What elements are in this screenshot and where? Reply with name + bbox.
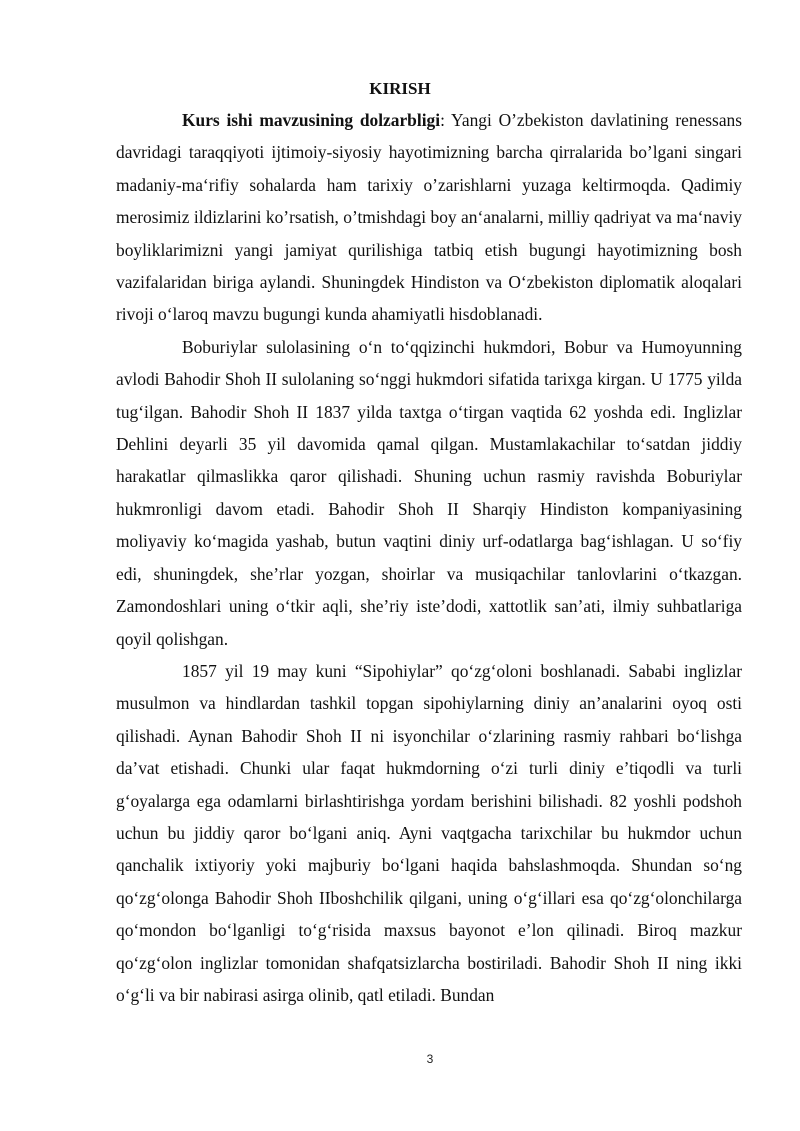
relevance-label-colon: : (440, 110, 445, 130)
document-body (116, 104, 742, 1011)
paragraph-uprising: 1857 yil 19 may kuni “Sipohiylar” qo‘zg‘oloni boshlanadi. Sababi inglizlar musulmon va hindlardan tashkil topgan sipohiylarning diniy an’analarini oyoq osti qilishadi. Aynan Bahodir Shoh II ni isyonchilar o‘zlarining rasmiy rahbari bo‘lishga da’vat etishadi. Chunki ular faqat hukmdorning o‘zi turli diniy e’tiqodli va turli g‘oyalarga ega odamlarni birlashtirishga yordam berishini bilishadi. 82 yoshli podshoh uchun bu jiddiy qaror bo‘lgani aniq. Ayni vaqtgacha tarixchilar bu hukmdor uchun qanchalik ixtiyoriy yoki majburiy bo‘lgani haqida bahslashmoqda. Shundan so‘ng qo‘zg‘olonga Bahodir Shoh IIboshchilik qilgani, uning o‘g‘illari esa qo‘zg‘olonchilarga qo‘mondon bo‘lganligi to‘g‘risida maxsus bayonot e’lon qilinadi. Biroq mazkur qo‘zg‘olon inglizlar tomonidan shafqatsizlarcha bostiriladi. Bahodir Shoh II ning ikki o‘g‘li va bir nabirasi asirga olinib, qatl etiladi. Bundan (116, 660, 742, 1005)
paragraph-text: Yangi O’zbekiston davlatining renessans davridagi taraqqiyoti ijtimoiy-siyosiy hayotimizning barcha qirralarida bo’lgani singari madaniy-ma‘rifiy sohalarda ham tarixiy o’zarishlarni yuzaga keltirmoqda. Qadimiy merosimiz ildizlarini ko’rsatish, o’tmishdagi boy an‘analarni, milliy qadriyat va ma‘naviy boyliklarimizni yangi jamiyat qurilishiga tatbiq etish bugungi hayotimizning bosh vazifalaridan biriga aylandi. Shuningdek Hindiston va O‘zbekiston diplomatik aloqalari rivoji o‘laroq mavzu bugungi kunda ahamiyatli hisdoblanadi. (116, 110, 743, 325)
relevance-label: Kurs ishi mavzusining dolzarbligi (182, 110, 441, 130)
section-heading: KIRISH (369, 79, 431, 98)
paragraph-relevance (116, 104, 742, 331)
page-number: 3 (426, 1052, 434, 1066)
paragraph-baburids: Boburiylar sulolasining o‘n to‘qqizinchi hukmdori, Bobur va Humoyunning avlodi Bahodir Shoh II sulolaning so‘nggi hukmdori sifatida tarixga kirgan. U 1775 yilda tug‘ilgan. Bahodir Shoh II 1837 yilda taxtga o‘tirgan vaqtida 62 yoshda edi. Inglizlar Dehlini deyarli 35 yil davomida qamal qilgan. Mustamlakachilar to‘satdan jiddiy harakatlar qilmaslikka qaror qilishadi. Shuning uchun rasmiy ravishda Boburiylar hukmronligi davom etadi. Bahodir Shoh II Sharqiy Hindiston kompaniyasining moliyaviy ko‘magida yashab, butun vaqtini diniy urf-odatlarga bag‘ishlagan. U so‘fiy edi, shuningdek, she’rlar yozgan, shoirlar va musiqachilar tanlovlarini o‘tkazgan. Zamondoshlari uning o‘tkir aqli, she’riy iste’dodi, xattotlik san’ati, ilmiy suhbatlariga qoyil qolishgan. (116, 336, 742, 649)
